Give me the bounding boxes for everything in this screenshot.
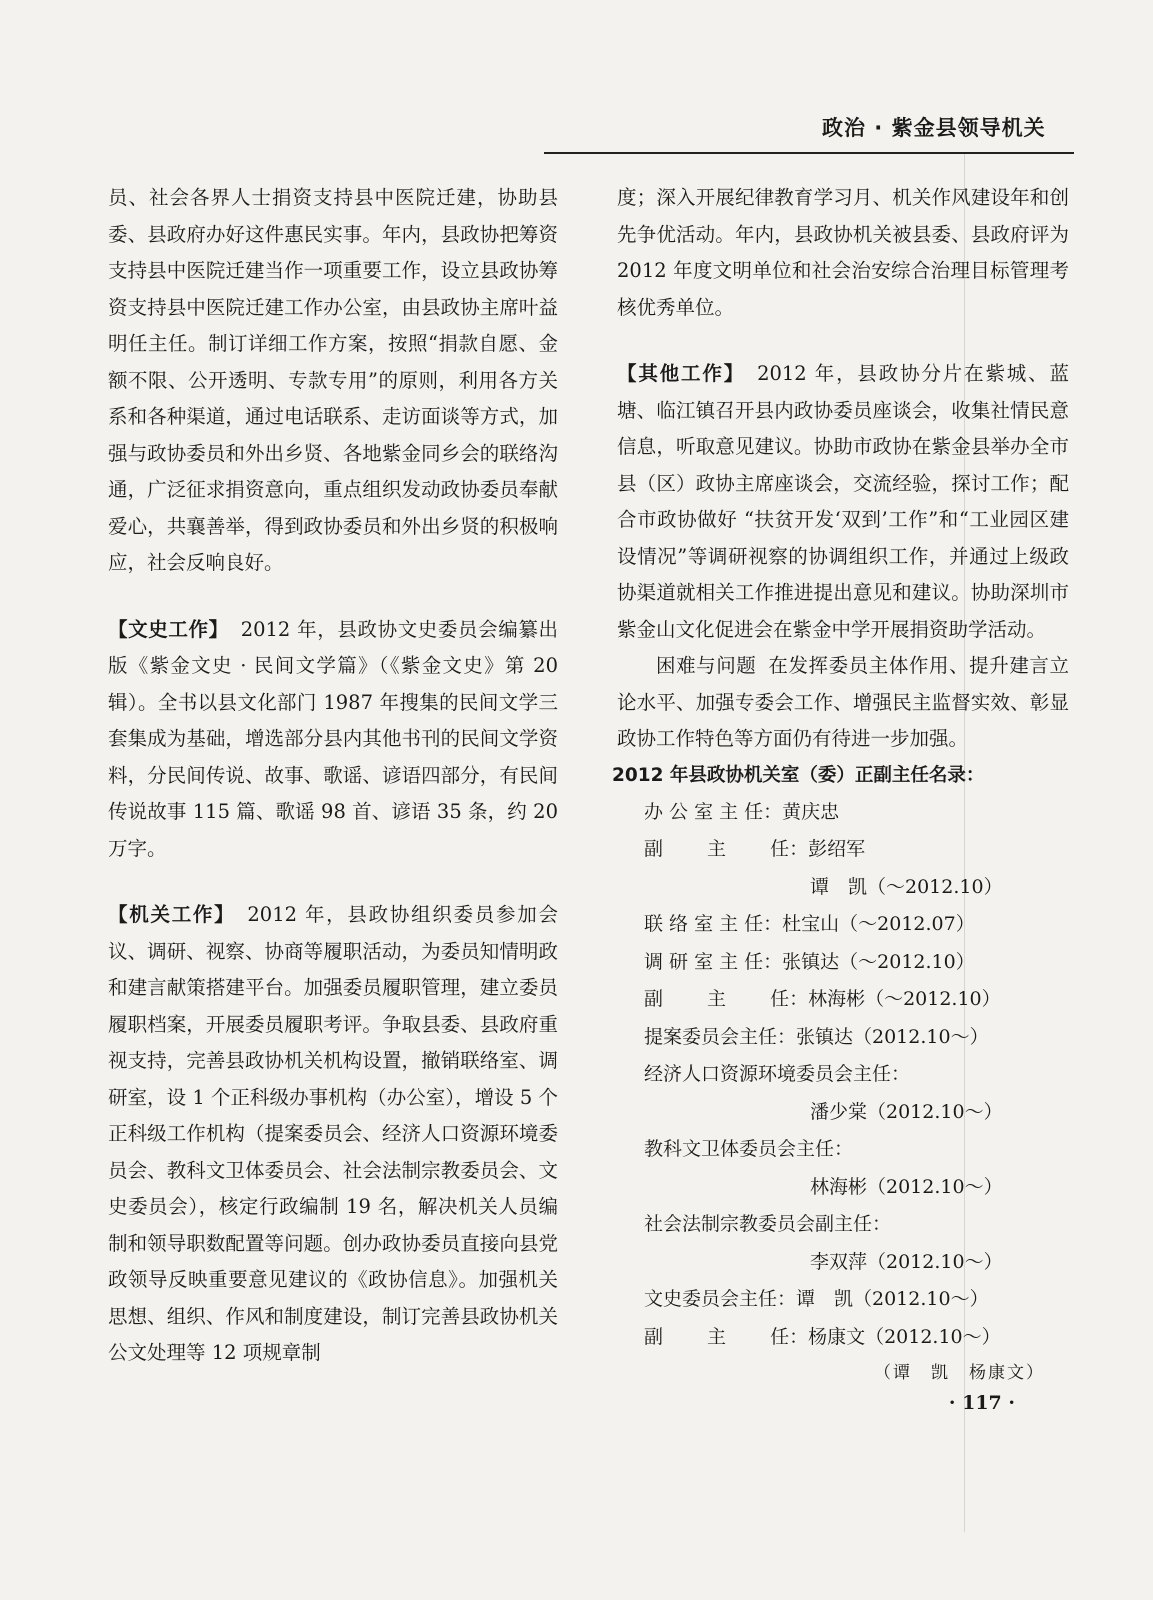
roster-line: 联 络 室 主 任：杜宝山（～2012.07）	[644, 913, 975, 935]
section-kunnan	[617, 648, 1069, 758]
roster-line: 文史委员会主任：谭 凯（2012.10～）	[644, 1288, 989, 1310]
roster-line: 副 主 任：杨康文（2012.10～）	[644, 1325, 1001, 1348]
roster-line: 社会法制宗教委员会副主任：	[644, 1213, 892, 1235]
roster-line: 潘少棠（2012.10～）	[810, 1100, 1003, 1123]
roster-line: 副 主 任：林海彬（～2012.10）	[644, 988, 1001, 1010]
roster-line: 副 主 任：彭绍军	[644, 838, 866, 860]
header-rule	[544, 152, 1074, 154]
roster-line: 经济人口资源环境委员会主任：	[644, 1063, 911, 1085]
roster-line: 谭 凯（～2012.10）	[810, 875, 1003, 898]
section-heading: 【其他工作】	[617, 362, 746, 385]
section-qita	[617, 356, 1069, 648]
roster-line: 林海彬（2012.10～）	[810, 1175, 1003, 1198]
section-text: 2012 年，县政协文史委员会编纂出版《紫金文史 · 民间文学篇》（《紫金文史》第 20 辑）。全书以县文化部门 1987 年搜集的民间文学三套集成为基础，增选部分县内其他书刊的民间文学资料，分民间传说、故事、歌谣、谚语四部分，有民间传说故事 115 篇、歌谣 98 首、谚语 35 条，约 20 万字。	[108, 617, 558, 860]
paragraph-continued: 员、社会各界人士捐资支持县中医院迁建，协助县委、县政府办好这件惠民实事。年内，县政协把筹资支持县中医院迁建当作一项重要工作，设立县政协筹资支持县中医院迁建工作办公室，由县政协主席叶益明任主任。制订详细工作方案，按照“捐款自愿、金额不限、公开透明、专款专用”的原则，利用各方关系和各种渠道，通过电话联系、走访面谈等方式，加强与政协委员和外出乡贤、各地紫金同乡会的联络沟通，广泛征求捐资意向，重点组织发动政协委员奉献爱心，共襄善举，得到政协委员和外出乡贤的积极响应，社会反响良好。	[108, 186, 558, 574]
section-text: 在发挥委员主体作用、提升建言立论水平、加强专委会工作、增强民主监督实效、彰显政协工作特色等方面仍有待进一步加强。	[617, 654, 1069, 750]
section-heading: 【文史工作】	[108, 617, 229, 641]
running-header: 政治 · 紫金县领导机关	[822, 116, 1046, 140]
roster-line: 教科文卫体委员会主任：	[644, 1138, 854, 1160]
section-text: 2012 年，县政协组织委员参加会议、调研、视察、协商等履职活动，为委员知情明政和建言献策搭建平台。加强委员履职管理，建立委员履职档案，开展委员履职考评。争取县委、县政府重视支持，完善县政协机关机构设置，撤销联络室、调研室，设 1 个正科级办事机构（办公室），增设 5 个正科级工作机构（提案委员会、经济人口资源环境委员会、教科文卫体委员会、社会法制宗教委员会、文史委员会），核定行政编制 19 名，解决机关人员编制和领导职数配置等问题。创办政协委员直接向县党政领导反映重要意见建议的《政协信息》。加强机关思想、组织、作风和制度建设，制订完善县政协机关公文处理等 12 项规章制	[108, 903, 558, 1364]
roster-line: 调 研 室 主 任：张镇达（～2012.10）	[644, 950, 975, 973]
roster-line: 李双萍（2012.10～）	[810, 1250, 1003, 1273]
roster-line: 提案委员会主任：张镇达（2012.10～）	[644, 1025, 989, 1048]
section-wenshi	[108, 612, 558, 868]
paragraph-continued: 度；深入开展纪律教育学习月、机关作风建设年和创先争优活动。年内，县政协机关被县委、县政府评为 2012 年度文明单位和社会治安综合治理目标管理考核优秀单位。	[617, 186, 1069, 319]
roster-list	[617, 794, 1069, 1357]
left-column	[108, 180, 558, 1372]
right-column	[612, 180, 1069, 1418]
section-heading: 困难与问题	[656, 654, 757, 677]
section-heading: 【机关工作】	[108, 903, 236, 926]
page-number: · 117 ·	[948, 1392, 1015, 1414]
section-text: 2012 年，县政协分片在紫城、蓝塘、临江镇召开县内政协委员座谈会，收集社情民意信息，听取意见建议。协助市政协在紫金县举办全市县（区）政协主席座谈会，交流经验，探讨工作；配合市政协做好 “扶贫开发‘双到’工作”和“工业园区建设情况”等调研视察的协调组织工作，并通过上级政协渠道就相关工作推进提出意见和建议。协助深圳市紫金山文化促进会在紫金中学开展捐资助学活动。	[617, 362, 1069, 641]
section-jiguan	[108, 897, 558, 1372]
author-credit: （谭 凯 杨康文）	[874, 1363, 1045, 1383]
roster-title: 2012 年县政协机关室（委）正副主任名录：	[612, 764, 985, 786]
roster-line: 办 公 室 主 任：黄庆忠	[644, 800, 840, 823]
